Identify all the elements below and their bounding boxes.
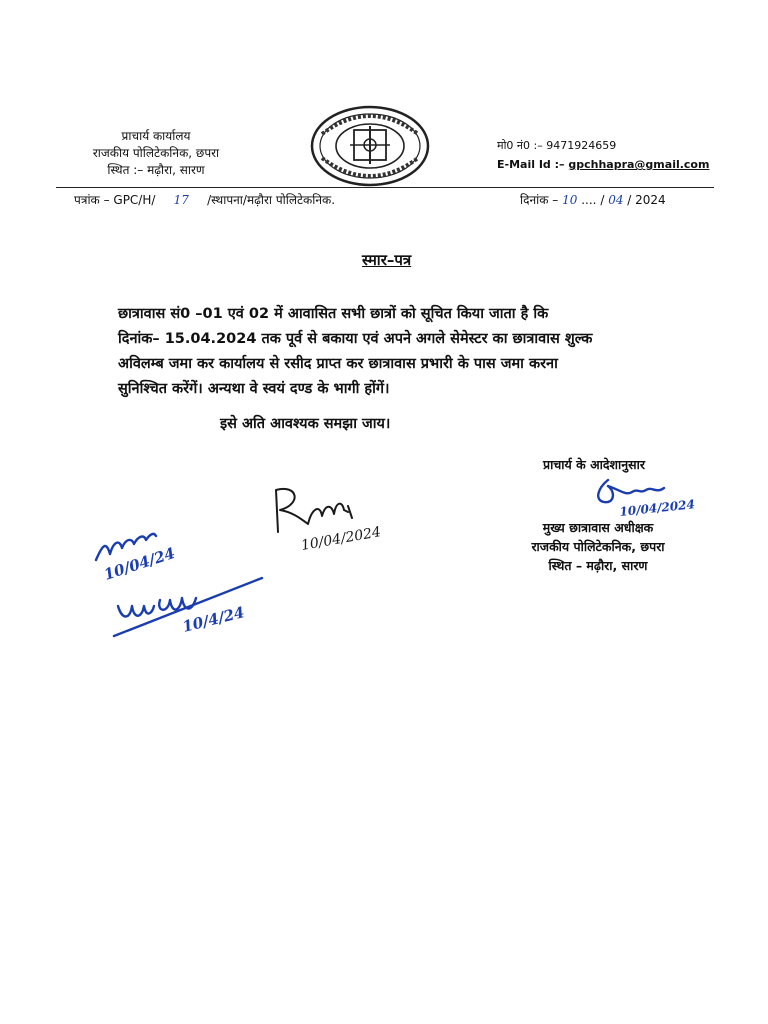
body-line-2: दिनांक– 15.04.2024 तक पूर्व से बकाया एवं अपने अगले सेमेस्टर का छात्रावास शुल्क <box>118 331 593 347</box>
phone-label: मो0 नं0 :– <box>497 139 543 152</box>
date-year: / 2024 <box>627 193 666 207</box>
institute-location: स्थित :– मढ़ौरा, सारण <box>107 163 205 177</box>
initials-sign-1-date: 10/04/24 <box>101 543 178 584</box>
date-day: 10 <box>562 193 578 207</box>
body-line-4: सुनिश्चित करेंगें। अन्यथा वे स्वयं दण्ड के भागी होंगें। <box>118 381 390 397</box>
notice-body <box>118 302 718 402</box>
date-label: दिनांक – <box>520 193 559 207</box>
urgent-note: इसे अति आवश्यक समझा जाय। <box>220 416 391 432</box>
body-line-3: अविलम्ब जमा कर कार्यालय से रसीद प्राप्त कर छात्रावास प्रभारी के पास जमा करना <box>118 356 558 372</box>
office-name: प्राचार्य कार्यालय <box>121 129 191 143</box>
header-divider <box>56 187 714 188</box>
phone-line <box>497 136 709 155</box>
signatory-org: राजकीय पोलिटेकनिक, छपरा <box>531 539 665 554</box>
contact-block <box>497 136 709 174</box>
signatory-place: स्थित – मढ़ौरा, सारण <box>548 558 648 573</box>
signatory-details <box>498 518 698 575</box>
order-text: प्राचार्य के आदेशानुसार <box>543 457 645 472</box>
initials-sign-2-date: 10/4/24 <box>180 603 247 636</box>
reference-number: 17 <box>173 193 189 207</box>
reference-suffix: /स्थापना/मढ़ौरा पोलिटेकनिक. <box>207 193 336 207</box>
document-heading: स्मार–पत्र <box>362 251 412 269</box>
phone-number: 9471924659 <box>546 139 617 152</box>
reference-line <box>74 191 335 208</box>
institute-emblem <box>308 104 432 188</box>
initials-signature-2 <box>108 572 270 652</box>
approver-sign-date: 10/04/2024 <box>299 524 383 554</box>
order-line <box>504 455 684 474</box>
institute-name: राजकीय पोलिटेकनिक, छपरा <box>92 146 220 160</box>
signatory-title: मुख्य छात्रावास अधीक्षक <box>542 520 654 535</box>
reference-date: दिनांक – 10 .... / 04 / 2024 <box>520 193 666 207</box>
date-month: 04 <box>608 193 624 207</box>
approver-signature <box>262 478 402 568</box>
office-address-block <box>56 128 256 179</box>
superintendent-signature <box>580 474 720 522</box>
reference-prefix: पत्रांक – GPC/H/ <box>74 193 156 207</box>
email-address[interactable]: gpchhapra@gmail.com <box>568 158 710 171</box>
superintendent-sign-date: 10/04/2024 <box>618 497 696 519</box>
email-label: E-Mail Id :– <box>497 158 565 171</box>
body-line-1: छात्रावास सं0 –01 एवं 02 में आवासित सभी छात्रों को सूचित किया जाता है कि <box>118 306 549 322</box>
email-line <box>497 155 709 174</box>
